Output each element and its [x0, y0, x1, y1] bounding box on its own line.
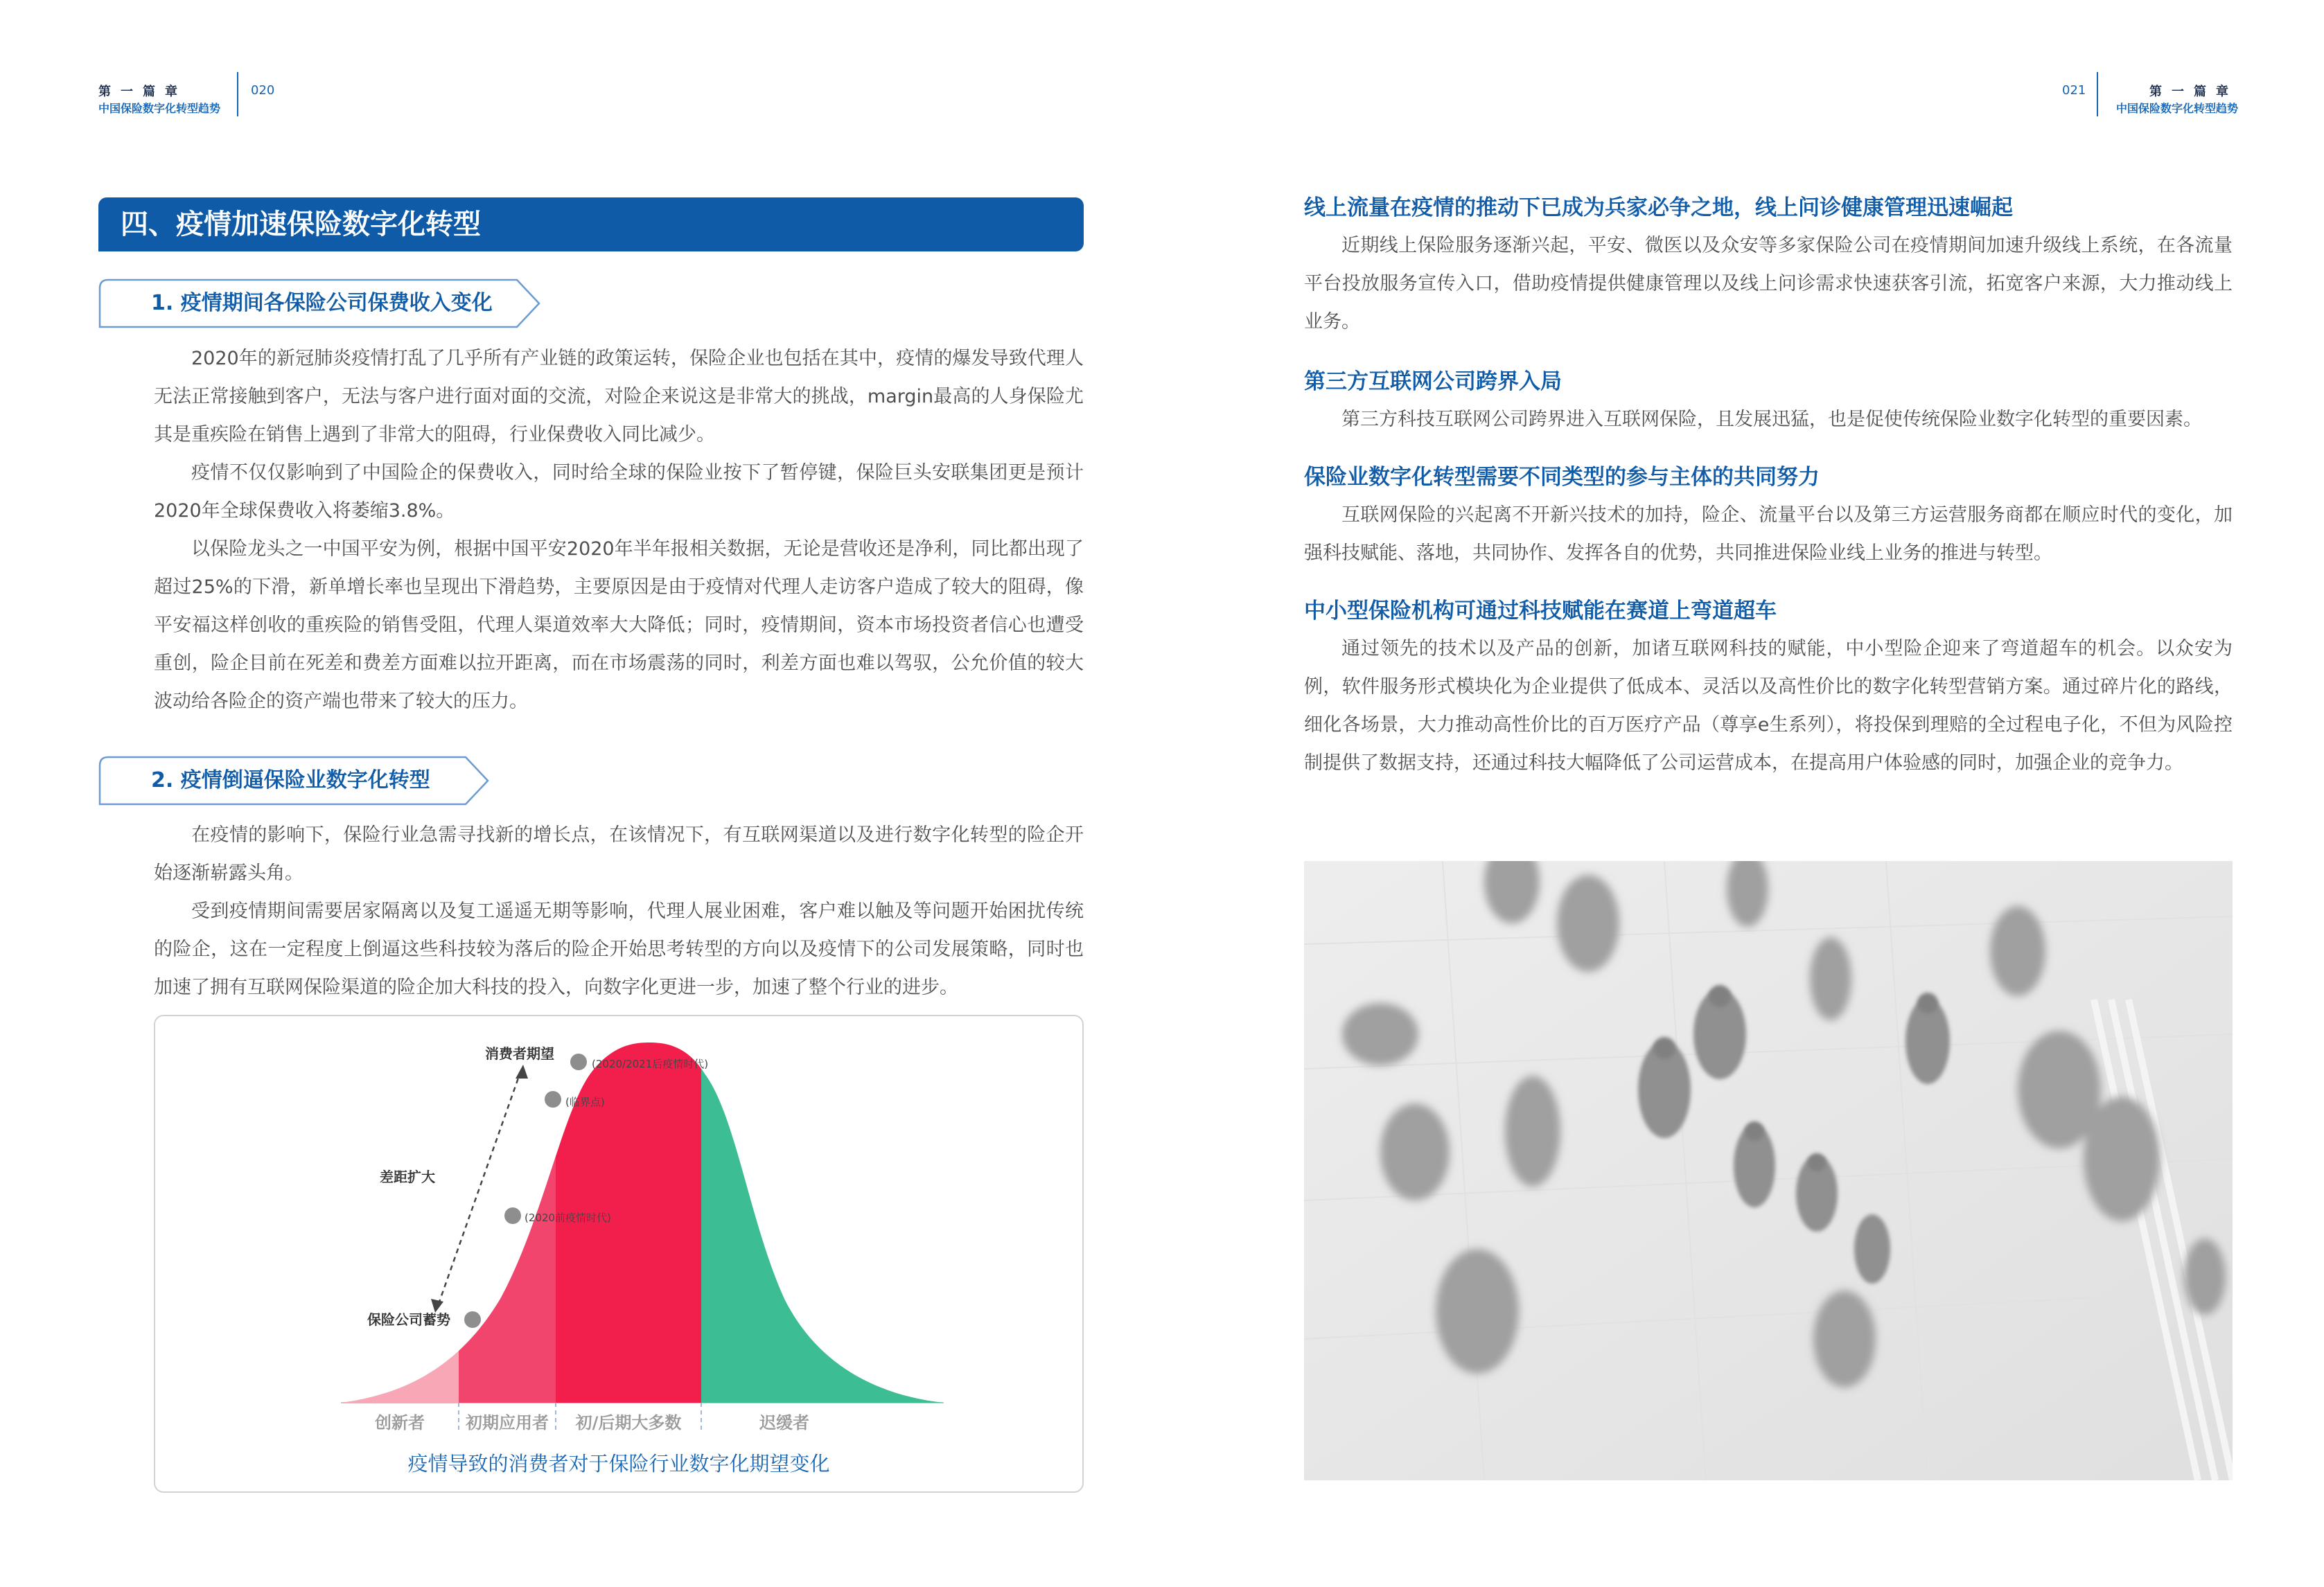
- right-heading-4: 中小型保险机构可通过科技赋能在赛道上弯道超车: [1304, 599, 1777, 623]
- paragraph: 以保险龙头之一中国平安为例，根据中国平安2020年半年报相关数据，无论是营收还是净利，同比都出现了超过25%的下滑，新单增长率也呈现出下滑趋势，主要原因是由于疫情对代理人走访客户造成了较大的阻碍，像平安福这样创收的重疾险的销售受阻，代理人渠道效率大大降低；同时，疫情期间，资本市场投资者信心也遭受重创，险企目前在死差和费差方面难以拉开距离，而在市场震荡的同时，利差方面也难以驾驭，公允价值的较大波动给各险企的资产端也带来了较大的压力。: [154, 538, 1084, 712]
- right-paragraph-3: 互联网保险的兴起离不开新兴技术的加持，险企、流量平台以及第三方运营服务商都在顺应时代的变化，加强科技赋能、落地，共同协作、发挥各自的优势，共同推进保险业线上业务的推进与转型。: [1304, 504, 2233, 564]
- paragraph: 疫情不仅仅影响到了中国险企的保费收入，同时给全球的保险业按下了暂停键，保险巨头安联集团更是预计2020年全球保费收入将萎缩3.8%。: [154, 462, 1084, 522]
- right-block-4: [1304, 593, 2233, 782]
- label-critical-point: (临界点): [565, 1096, 605, 1108]
- adoption-curve-figure: [154, 1015, 1084, 1493]
- segment-label-majority: 初/后期大多数: [575, 1413, 682, 1433]
- right-block-3: [1304, 459, 2233, 572]
- right-header-divider: [2097, 72, 2098, 116]
- right-block-1: [1304, 190, 2233, 341]
- left-header-divider: [237, 72, 238, 116]
- subsection-tab-2: [98, 756, 491, 806]
- marker-pre-epidemic: [504, 1207, 521, 1224]
- label-post-epidemic: (2020/2021后疫情时代): [592, 1058, 709, 1070]
- segment-label-early-adopters: 初期应用者: [466, 1413, 549, 1433]
- gap-arrow-line: [438, 1070, 521, 1306]
- gap-arrow-head-up: [516, 1065, 528, 1079]
- right-paragraph-1: 近期线上保险服务逐渐兴起，平安、微医以及众安等多家保险公司在疫情期间加速升级线上系统，在各流量平台投放服务宣传入口，借助疫情提供健康管理以及线上问诊需求快速获客引流，拓宽客户来源，大力推动线上业务。: [1304, 235, 2233, 333]
- paragraph: 2020年的新冠肺炎疫情打乱了几乎所有产业链的政策运转，保险企业也包括在其中，疫情的爆发导致代理人无法正常接触到客户，无法与客户进行面对面的交流，对险企来说这是非常大的挑战，margin最高的人身保险尤其是重疾险在销售上遇到了非常大的阻碍，行业保费收入同比减少。: [154, 348, 1084, 445]
- subsection-title-2: 2. 疫情倒逼保险业数字化转型: [151, 768, 430, 792]
- figure-caption: 疫情导致的消费者对于保险行业数字化期望变化: [407, 1452, 830, 1475]
- segment-label-innovators: 创新者: [375, 1413, 425, 1433]
- right-paragraph-4: 通过领先的技术以及产品的创新，加诸互联网科技的赋能，中小型险企迎来了弯道超车的机会。以众安为例，软件服务形式模块化为企业提供了低成本、灵活以及高性价比的数字化转型营销方案。通过碎片化的路线，细化各场景，大力推动高性价比的百万医疗产品（尊享e生系列），将投保到理赔的全过程电子化，不但为风险控制提供了数据支持，还通过科技大幅降低了公司运营成本，在提高用户体验感的同时，加强企业的竞争力。: [1304, 638, 2233, 774]
- right-heading-1: 线上流量在疫情的推动下已成为兵家必争之地，线上问诊健康管理迅速崛起: [1304, 195, 2013, 220]
- paragraph: 在疫情的影响下，保险行业急需寻找新的增长点，在该情况下，有互联网渠道以及进行数字化转型的险企开始逐渐崭露头角。: [154, 824, 1084, 884]
- marker-insurer-momentum: [464, 1311, 481, 1328]
- label-gap-widening: 差距扩大: [380, 1169, 435, 1185]
- label-pre-epidemic: (2020前疫情时代): [525, 1212, 611, 1224]
- segment-innovators-fill: [341, 1015, 459, 1403]
- right-heading-2: 第三方互联网公司跨界入局: [1304, 369, 1562, 394]
- subsection-tab-1: [98, 278, 542, 328]
- right-header-chapter: 第一篇章: [2149, 85, 2238, 99]
- segment-laggards-fill: [701, 1015, 944, 1403]
- marker-critical-point: [545, 1091, 561, 1108]
- crowd-photo: [1304, 861, 2233, 1480]
- left-header-subtitle: 中国保险数字化转型趋势: [98, 102, 221, 115]
- subsection-1-body: [154, 339, 1084, 720]
- right-heading-3: 保险业数字化转型需要不同类型的参与主体的共同努力: [1304, 465, 1820, 490]
- left-page-number: 020: [251, 83, 275, 98]
- paragraph: 受到疫情期间需要居家隔离以及复工遥遥无期等影响，代理人展业困难，客户难以触及等问题开始困扰传统的险企，这在一定程度上倒逼这些科技较为落后的险企开始思考转型的方向以及疫情下的公司发展策略，同时也加速了拥有互联网保险渠道的险企加大科技的投入，向数字化更进一步，加速了整个行业的进步。: [154, 901, 1084, 998]
- subsection-title-1: 1. 疫情期间各保险公司保费收入变化: [151, 291, 493, 315]
- label-consumer-expectation: 消费者期望: [485, 1045, 554, 1062]
- segment-majority-fill: [556, 1015, 701, 1403]
- crowd-photo-illustration: [1304, 861, 2233, 1480]
- right-paragraph-2: 第三方科技互联网公司跨界进入互联网保险，且发展迅猛，也是促使传统保险业数字化转型的重要因素。: [1341, 409, 2202, 430]
- marker-post-epidemic: [570, 1054, 587, 1070]
- label-insurer-momentum: 保险公司蓄势: [367, 1311, 450, 1328]
- right-block-2: [1304, 364, 2233, 438]
- segment-label-laggards: 迟缓者: [759, 1413, 809, 1433]
- subsection-2-body: [154, 816, 1084, 1007]
- segment-early-adopters-fill: [459, 1015, 556, 1403]
- right-header-subtitle: 中国保险数字化转型趋势: [2115, 102, 2238, 115]
- left-header-chapter: 第一篇章: [98, 85, 187, 99]
- gap-arrow-head-down: [431, 1299, 443, 1313]
- section-banner: 四、疫情加速保险数字化转型: [98, 197, 1084, 251]
- right-page-number: 021: [2062, 83, 2086, 98]
